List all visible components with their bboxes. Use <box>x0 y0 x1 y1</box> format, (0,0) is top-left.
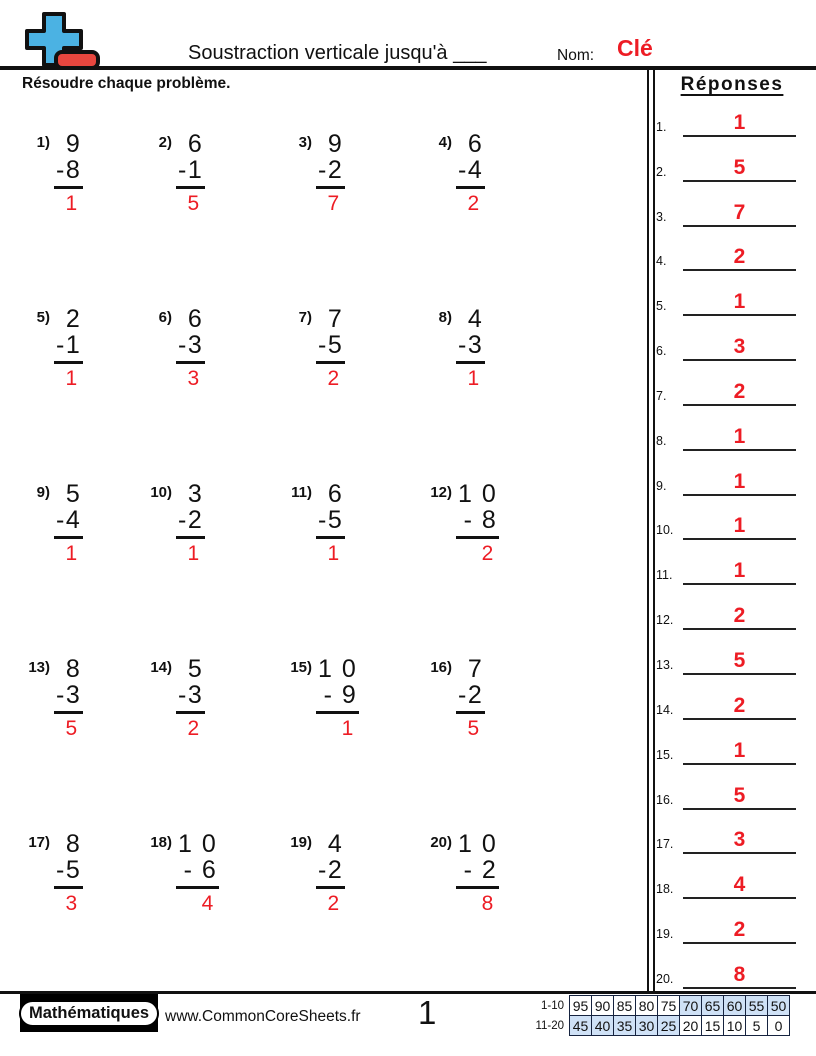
problem <box>16 131 138 306</box>
problem <box>138 656 278 831</box>
problem-number: 20) <box>430 834 452 851</box>
answer-row <box>656 585 796 630</box>
answer-number: 1. <box>656 119 667 134</box>
minuend: 5 <box>65 480 82 508</box>
minuend: 8 <box>65 655 82 683</box>
score-cell: 55 <box>746 996 768 1016</box>
minuend: 5 <box>187 655 204 683</box>
subtrahend: -5 <box>318 506 344 534</box>
problem-stack <box>54 481 83 565</box>
name-label: Nom: <box>557 47 595 64</box>
minuend: 6 <box>187 305 204 333</box>
problem <box>418 656 578 831</box>
problem-number: 19) <box>290 834 312 851</box>
answer-blank <box>683 380 796 406</box>
minuend: 1 0 <box>458 830 498 858</box>
answer-number: 8. <box>656 433 667 448</box>
minuend: 3 <box>187 480 204 508</box>
answer-blank <box>683 335 796 361</box>
answer-number: 3. <box>656 209 667 224</box>
score-cell: 20 <box>680 1016 702 1036</box>
problem <box>418 306 578 481</box>
subtrahend: - 8 <box>463 506 498 534</box>
subtrahend: - 9 <box>323 681 358 709</box>
answer-row <box>656 765 796 810</box>
problem-number: 11) <box>291 484 312 501</box>
answer-number: 17. <box>656 837 674 852</box>
problem <box>138 831 278 1006</box>
problem-number: 16) <box>430 659 452 676</box>
problem-answer: 7 <box>327 192 341 215</box>
problem-number: 1) <box>36 134 50 151</box>
problem-stack <box>316 831 345 915</box>
answer-value: 1 <box>733 514 746 538</box>
answer-blank <box>683 245 796 271</box>
subtraction-line <box>456 536 499 539</box>
problem <box>138 131 278 306</box>
problem-answer: 4 <box>201 892 215 915</box>
answer-blank <box>683 559 796 585</box>
answer-row <box>656 92 796 137</box>
subtrahend: -2 <box>178 506 204 534</box>
minuend: 9 <box>65 130 82 158</box>
minuend: 4 <box>327 830 344 858</box>
problem-number: 14) <box>150 659 172 676</box>
answer-blank <box>683 694 796 720</box>
minuend: 7 <box>467 655 484 683</box>
answer-row <box>656 810 796 855</box>
subtraction-line <box>176 711 205 714</box>
problem-answer: 2 <box>467 192 481 215</box>
score-cell: 75 <box>658 996 680 1016</box>
answer-value: 2 <box>733 918 746 942</box>
problem <box>16 481 138 656</box>
subtraction-line <box>54 886 83 889</box>
answer-row <box>656 496 796 541</box>
problem-stack <box>316 481 345 565</box>
score-cell: 60 <box>724 996 746 1016</box>
problem <box>16 306 138 481</box>
subtrahend: -5 <box>56 856 82 884</box>
answer-blank <box>683 201 796 227</box>
problem-answer: 3 <box>65 892 79 915</box>
name-value: Clé <box>617 35 653 61</box>
problem-stack <box>176 831 219 915</box>
minuend: 6 <box>187 130 204 158</box>
score-cell: 70 <box>680 996 702 1016</box>
answer-value: 1 <box>733 738 746 762</box>
answer-number: 14. <box>656 702 674 717</box>
score-cell: 50 <box>768 996 790 1016</box>
minuend: 6 <box>467 130 484 158</box>
problem <box>16 831 138 1006</box>
score-cell: 90 <box>592 996 614 1016</box>
score-cell: 15 <box>702 1016 724 1036</box>
answer-blank <box>683 739 796 765</box>
answer-blank <box>683 514 796 540</box>
answers-list <box>656 92 796 989</box>
answer-row <box>656 227 796 272</box>
answer-row <box>656 540 796 585</box>
answer-value: 5 <box>733 783 746 807</box>
subtraction-line <box>456 361 485 364</box>
problem-answer: 3 <box>187 367 201 390</box>
score-cell: 80 <box>636 996 658 1016</box>
subtrahend: -4 <box>56 506 82 534</box>
header-rule <box>0 66 816 70</box>
answer-number: 15. <box>656 747 674 762</box>
answer-value: 2 <box>733 604 746 628</box>
subtrahend: -3 <box>178 331 204 359</box>
problem-number: 15) <box>290 659 312 676</box>
answer-blank <box>683 873 796 899</box>
answer-value: 1 <box>733 559 746 583</box>
subtraction-line <box>176 186 205 189</box>
problem-answer: 1 <box>327 542 341 565</box>
problem-number: 9) <box>36 484 50 501</box>
answer-row <box>656 182 796 227</box>
answer-row <box>656 944 796 989</box>
answer-number: 2. <box>656 164 667 179</box>
subtraction-line <box>316 536 345 539</box>
answers-title: Réponses <box>680 74 784 95</box>
answer-row <box>656 630 796 675</box>
problem-number: 17) <box>28 834 50 851</box>
problem <box>278 131 418 306</box>
minuend: 7 <box>327 305 344 333</box>
answer-number: 11. <box>656 568 673 583</box>
score-cell: 35 <box>614 1016 636 1036</box>
answer-blank <box>683 918 796 944</box>
problem-stack <box>176 481 205 565</box>
answer-value: 8 <box>733 962 746 986</box>
problem <box>16 656 138 831</box>
answer-row <box>656 675 796 720</box>
problem-number: 7) <box>298 309 312 326</box>
answer-row <box>656 854 796 899</box>
subtraction-line <box>456 711 485 714</box>
subtrahend: -2 <box>318 156 344 184</box>
answer-value: 1 <box>733 290 746 314</box>
answer-value: 2 <box>733 379 746 403</box>
problem-stack <box>316 656 359 740</box>
answer-row <box>656 899 796 944</box>
subtraction-line <box>316 361 345 364</box>
problem-answer: 2 <box>187 717 201 740</box>
problem <box>278 306 418 481</box>
subtraction-line <box>54 361 83 364</box>
subtrahend: -3 <box>178 681 204 709</box>
answer-row <box>656 316 796 361</box>
problem-answer: 8 <box>481 892 495 915</box>
problem-stack <box>456 656 485 740</box>
answer-number: 16. <box>656 792 674 807</box>
subtraction-line <box>54 536 83 539</box>
answer-number: 7. <box>656 388 667 403</box>
subtraction-line <box>176 361 205 364</box>
answer-number: 9. <box>656 478 667 493</box>
score-cell: 95 <box>570 996 592 1016</box>
brand-label: Mathématiques <box>19 1000 159 1027</box>
score-cell: 40 <box>592 1016 614 1036</box>
answer-blank <box>683 290 796 316</box>
answer-row <box>656 361 796 406</box>
answer-blank <box>683 156 796 182</box>
answer-value: 1 <box>733 110 746 134</box>
minuend: 4 <box>467 305 484 333</box>
problem-answer: 5 <box>467 717 481 740</box>
subtrahend: -8 <box>56 156 82 184</box>
answer-value: 5 <box>733 155 746 179</box>
minuend: 1 0 <box>178 830 218 858</box>
problem <box>418 831 578 1006</box>
subtraction-line <box>54 186 83 189</box>
website-link: www.CommonCoreSheets.fr <box>165 1008 361 1025</box>
problem <box>278 481 418 656</box>
sidebar-divider <box>647 70 655 991</box>
subtraction-line <box>456 886 499 889</box>
instruction-text: Résoudre chaque problème. <box>22 75 231 92</box>
answer-value: 2 <box>733 245 746 269</box>
answer-blank <box>683 604 796 630</box>
problem-number: 12) <box>430 484 452 501</box>
problem-answer: 1 <box>187 542 201 565</box>
subtrahend: -1 <box>56 331 82 359</box>
problem-stack <box>456 131 485 215</box>
problem-stack <box>176 656 205 740</box>
answer-number: 20. <box>656 971 674 986</box>
subtrahend: -4 <box>458 156 484 184</box>
problem-stack <box>176 306 205 390</box>
subtraction-line <box>456 186 485 189</box>
problem-answer: 5 <box>187 192 201 215</box>
subtrahend: -5 <box>318 331 344 359</box>
problem-number: 10) <box>150 484 172 501</box>
answer-blank <box>683 111 796 137</box>
score-cell: 25 <box>658 1016 680 1036</box>
answer-value: 5 <box>733 648 746 672</box>
answer-number: 5. <box>656 299 667 314</box>
subtraction-line <box>316 886 345 889</box>
subtrahend: -1 <box>178 156 204 184</box>
answer-value: 4 <box>733 873 746 897</box>
problem-number: 5) <box>36 309 50 326</box>
problem-answer: 1 <box>65 367 79 390</box>
subtrahend: -2 <box>318 856 344 884</box>
answer-blank <box>683 963 796 989</box>
answer-row <box>656 137 796 182</box>
problem-stack <box>456 306 485 390</box>
score-cell: 10 <box>724 1016 746 1036</box>
problem-number: 4) <box>438 134 452 151</box>
answer-row <box>656 271 796 316</box>
score-cell: 5 <box>746 1016 768 1036</box>
answer-number: 6. <box>656 344 667 359</box>
problem-stack <box>456 481 499 565</box>
score-cell: 30 <box>636 1016 658 1036</box>
answer-number: 12. <box>656 613 674 628</box>
subtrahend: -3 <box>458 331 484 359</box>
problems-grid <box>16 131 578 1006</box>
answer-row <box>656 451 796 496</box>
problem-answer: 1 <box>467 367 481 390</box>
page-number: 1 <box>418 994 437 1031</box>
problem-stack <box>176 131 205 215</box>
answer-value: 3 <box>733 828 746 852</box>
problem-number: 13) <box>28 659 50 676</box>
subtraction-line <box>316 711 359 714</box>
score-cell: 65 <box>702 996 724 1016</box>
answer-blank <box>683 828 796 854</box>
minuend: 2 <box>65 305 82 333</box>
problem-stack <box>54 306 83 390</box>
answer-blank <box>683 784 796 810</box>
score-cell: 0 <box>768 1016 790 1036</box>
subtraction-line <box>316 186 345 189</box>
answer-value: 1 <box>733 424 746 448</box>
answer-number: 10. <box>656 523 674 538</box>
answer-number: 19. <box>656 927 674 942</box>
problem-answer: 2 <box>327 367 341 390</box>
score-cell: 85 <box>614 996 636 1016</box>
problem-answer: 2 <box>481 542 495 565</box>
answer-value: 7 <box>733 200 746 224</box>
problem-answer: 1 <box>341 717 355 740</box>
problem-number: 6) <box>158 309 172 326</box>
problem <box>418 131 578 306</box>
problem-stack <box>54 656 83 740</box>
problem <box>418 481 578 656</box>
answer-value: 3 <box>733 335 746 359</box>
subtrahend: -2 <box>458 681 484 709</box>
problem-stack <box>54 131 83 215</box>
answer-value: 2 <box>733 693 746 717</box>
subtrahend: - 6 <box>183 856 218 884</box>
minuend: 9 <box>327 130 344 158</box>
problem-stack <box>316 131 345 215</box>
answer-blank <box>683 649 796 675</box>
problem-answer: 2 <box>327 892 341 915</box>
subtraction-line <box>176 536 205 539</box>
problem-stack <box>54 831 83 915</box>
problem-stack <box>456 831 499 915</box>
subtraction-line <box>54 711 83 714</box>
answer-row <box>656 720 796 765</box>
subtrahend: -3 <box>56 681 82 709</box>
answer-blank <box>683 470 796 496</box>
brand-badge <box>20 994 158 1032</box>
answer-row <box>656 406 796 451</box>
minuend: 8 <box>65 830 82 858</box>
problem <box>278 656 418 831</box>
subtrahend: - 2 <box>463 856 498 884</box>
score-range-label: 1-10 <box>540 999 564 1012</box>
problem <box>278 831 418 1006</box>
worksheet-title: Soustraction verticale jusqu'à ___ <box>188 42 487 64</box>
minuend: 1 0 <box>318 655 358 683</box>
answer-value: 1 <box>733 469 746 493</box>
score-cell: 45 <box>570 1016 592 1036</box>
answer-number: 13. <box>656 657 674 672</box>
problem <box>138 306 278 481</box>
problem-number: 3) <box>298 134 312 151</box>
problem <box>138 481 278 656</box>
problem-number: 2) <box>158 134 172 151</box>
answer-blank <box>683 425 796 451</box>
answer-number: 4. <box>656 254 667 269</box>
problem-number: 8) <box>438 309 452 326</box>
problem-stack <box>316 306 345 390</box>
problem-number: 18) <box>150 834 172 851</box>
problem-answer: 1 <box>65 542 79 565</box>
problem-answer: 5 <box>65 717 79 740</box>
minuend: 6 <box>327 480 344 508</box>
score-range-label: 11-20 <box>535 1019 564 1032</box>
subtraction-line <box>176 886 219 889</box>
problem-answer: 1 <box>65 192 79 215</box>
grading-table <box>528 995 790 1036</box>
answer-number: 18. <box>656 882 674 897</box>
minuend: 1 0 <box>458 480 498 508</box>
